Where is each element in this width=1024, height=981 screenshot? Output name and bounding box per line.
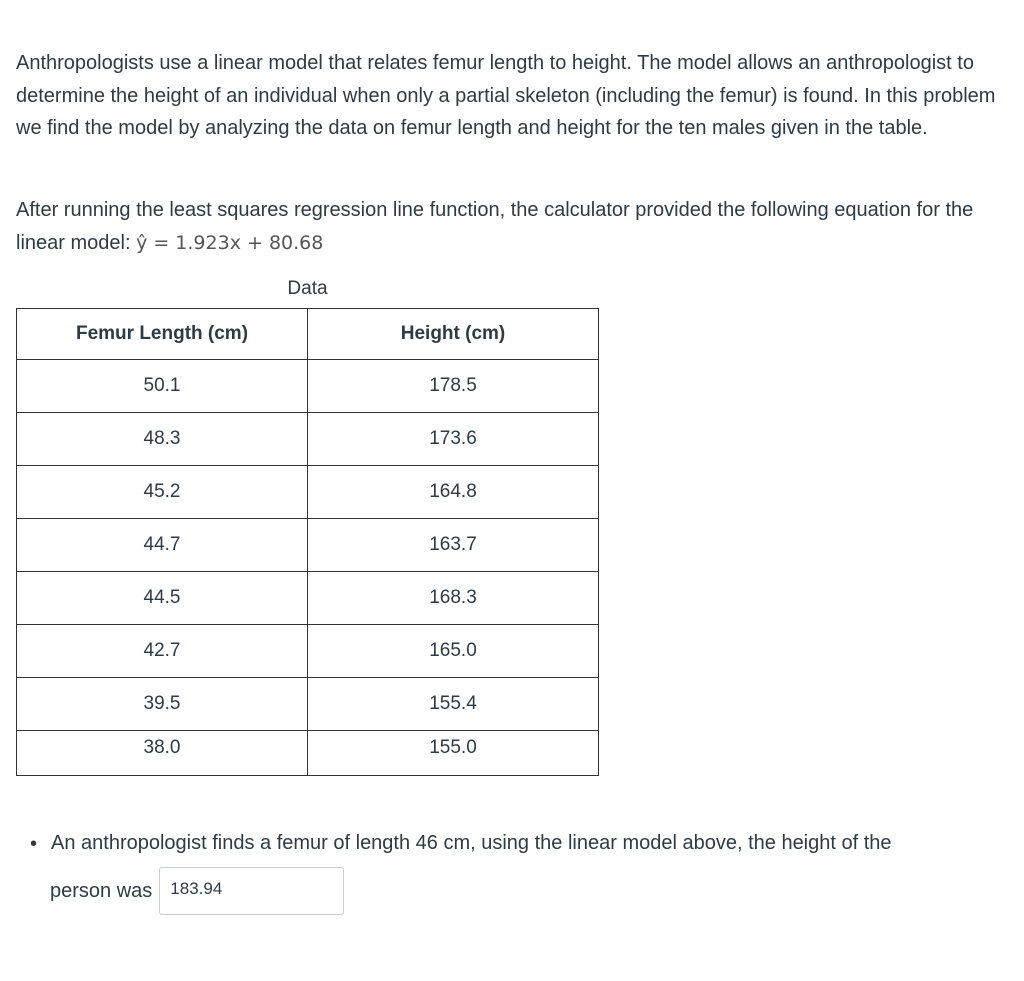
answer-row	[50, 866, 344, 916]
femur-length-cell: 38.0	[17, 731, 308, 776]
bullet-icon: •	[30, 833, 38, 855]
answer-input[interactable]: 183.94	[159, 867, 344, 915]
model-description-text: After running the least squares regression line function, the calculator provided the following equation for the linear model:	[16, 199, 974, 254]
femur-length-cell: 42.7	[17, 625, 308, 678]
table-row	[17, 625, 599, 678]
height-cell: 155.0	[308, 731, 599, 776]
problem-intro-paragraph: Anthropologists use a linear model that relates femur length to height. The model allows an anthropologist to determine the height of an individual when only a partial skeleton (including the femur) is found. In this problem we find the model by analyzing the data on femur length and height for the ten males given in the table.	[16, 52, 996, 139]
data-table	[16, 308, 599, 776]
height-cell: 164.8	[308, 466, 599, 519]
height-cell: 173.6	[308, 413, 599, 466]
femur-length-cell: 45.2	[17, 466, 308, 519]
height-cell: 178.5	[308, 360, 599, 413]
column-header-femur-length: Femur Length (cm)	[17, 309, 308, 360]
table-row	[17, 360, 599, 413]
answer-label: person was	[50, 879, 153, 902]
question-prompt: An anthropologist finds a femur of length 46 cm, using the linear model above, the height of the	[51, 832, 892, 854]
femur-length-cell: 50.1	[17, 360, 308, 413]
femur-length-cell: 48.3	[17, 413, 308, 466]
regression-equation: ŷ = 1.923x + 80.68	[136, 231, 324, 254]
table-row	[17, 413, 599, 466]
femur-length-cell: 39.5	[17, 678, 308, 731]
height-cell: 168.3	[308, 572, 599, 625]
column-header-height: Height (cm)	[308, 309, 599, 360]
table-caption: Data	[287, 278, 328, 299]
height-cell: 165.0	[308, 625, 599, 678]
model-description-paragraph	[16, 194, 1016, 259]
question-text	[34, 832, 892, 855]
femur-length-cell: 44.7	[17, 519, 308, 572]
table-header-row	[17, 309, 599, 360]
table-row	[17, 519, 599, 572]
table-row	[17, 678, 599, 731]
height-cell: 163.7	[308, 519, 599, 572]
table-row	[17, 731, 599, 776]
table-row	[17, 572, 599, 625]
height-cell: 155.4	[308, 678, 599, 731]
femur-length-cell: 44.5	[17, 572, 308, 625]
table-row	[17, 466, 599, 519]
